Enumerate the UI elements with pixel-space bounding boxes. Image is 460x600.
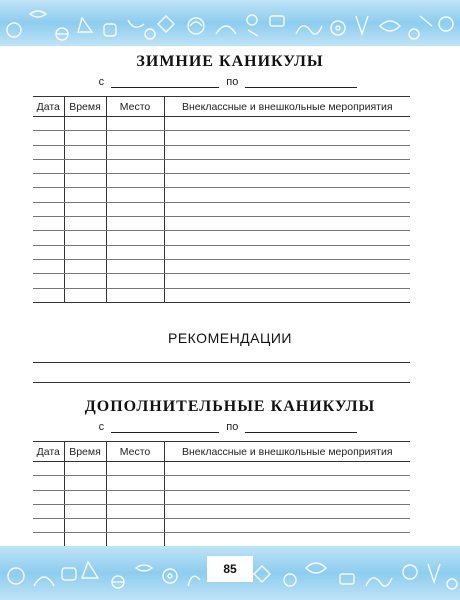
- cell-date[interactable]: [33, 245, 64, 259]
- cell-activity[interactable]: [164, 145, 410, 159]
- cell-place[interactable]: [106, 245, 164, 259]
- cell-date[interactable]: [33, 202, 64, 216]
- cell-activity[interactable]: [164, 519, 410, 533]
- cell-place[interactable]: [106, 462, 164, 476]
- cell-time[interactable]: [64, 188, 106, 202]
- cell-activity[interactable]: [164, 476, 410, 490]
- winter-from-field[interactable]: [111, 77, 219, 88]
- cell-activity[interactable]: [164, 288, 410, 302]
- cell-date[interactable]: [33, 519, 64, 533]
- extra-from-label: с: [98, 421, 105, 433]
- cell-time[interactable]: [64, 288, 106, 302]
- cell-place[interactable]: [106, 217, 164, 231]
- cell-time[interactable]: [64, 462, 106, 476]
- cell-activity[interactable]: [164, 259, 410, 273]
- cell-activity[interactable]: [164, 274, 410, 288]
- cell-time[interactable]: [64, 131, 106, 145]
- cell-date[interactable]: [33, 259, 64, 273]
- table-row: [33, 231, 410, 245]
- table-row: [33, 117, 410, 131]
- page-number: 85: [207, 556, 253, 582]
- cell-time[interactable]: [64, 217, 106, 231]
- cell-place[interactable]: [106, 117, 164, 131]
- winter-date-range: [0, 76, 460, 88]
- cell-date[interactable]: [33, 174, 64, 188]
- cell-time[interactable]: [64, 274, 106, 288]
- table-header-row: [33, 442, 410, 462]
- winter-to-label: по: [226, 76, 239, 88]
- column-header-activities: Внеклассные и внешкольные мероприятия: [164, 97, 410, 117]
- cell-time[interactable]: [64, 202, 106, 216]
- cell-date[interactable]: [33, 462, 64, 476]
- cell-date[interactable]: [33, 188, 64, 202]
- cell-time[interactable]: [64, 504, 106, 518]
- table-row: [33, 504, 410, 518]
- table-row: [33, 245, 410, 259]
- cell-place[interactable]: [106, 202, 164, 216]
- extra-to-field[interactable]: [245, 422, 357, 433]
- extra-holidays-title: ДОПОЛНИТЕЛЬНЫЕ КАНИКУЛЫ: [84, 398, 376, 415]
- column-header-place: Место: [106, 97, 164, 117]
- cell-time[interactable]: [64, 245, 106, 259]
- recommendations-line[interactable]: [33, 362, 410, 363]
- cell-place[interactable]: [106, 159, 164, 173]
- column-header-time: Время: [64, 97, 106, 117]
- cell-time[interactable]: [64, 174, 106, 188]
- winter-from-label: с: [98, 76, 105, 88]
- extra-date-range: [0, 421, 460, 433]
- cell-time[interactable]: [64, 259, 106, 273]
- cell-date[interactable]: [33, 274, 64, 288]
- cell-place[interactable]: [106, 231, 164, 245]
- table-row: [33, 462, 410, 476]
- cell-date[interactable]: [33, 159, 64, 173]
- cell-activity[interactable]: [164, 188, 410, 202]
- cell-date[interactable]: [33, 490, 64, 504]
- table-row: [33, 188, 410, 202]
- cell-activity[interactable]: [164, 504, 410, 518]
- table-row: [33, 202, 410, 216]
- cell-date[interactable]: [33, 217, 64, 231]
- table-row: [33, 519, 410, 533]
- winter-to-field[interactable]: [245, 77, 357, 88]
- winter-activities-table: [33, 96, 410, 303]
- table-row: [33, 174, 410, 188]
- column-header-activities: Внеклассные и внешкольные мероприятия: [164, 442, 410, 462]
- cell-activity[interactable]: [164, 462, 410, 476]
- top-decor-band: [0, 0, 460, 46]
- extra-from-field[interactable]: [111, 422, 219, 433]
- cell-time[interactable]: [64, 117, 106, 131]
- cell-place[interactable]: [106, 504, 164, 518]
- cell-place[interactable]: [106, 188, 164, 202]
- cell-place[interactable]: [106, 174, 164, 188]
- cell-date[interactable]: [33, 231, 64, 245]
- cell-place[interactable]: [106, 476, 164, 490]
- extra-to-label: по: [226, 421, 239, 433]
- cell-place[interactable]: [106, 259, 164, 273]
- winter-table-body: [33, 117, 410, 303]
- cell-place[interactable]: [106, 274, 164, 288]
- cell-date[interactable]: [33, 288, 64, 302]
- cell-date[interactable]: [33, 117, 64, 131]
- cell-date[interactable]: [33, 131, 64, 145]
- table-row: [33, 288, 410, 302]
- table-row: [33, 145, 410, 159]
- cell-time[interactable]: [64, 231, 106, 245]
- extra-table-body: [33, 462, 410, 548]
- cell-time[interactable]: [64, 490, 106, 504]
- table-row: [33, 159, 410, 173]
- table-row: [33, 476, 410, 490]
- cell-activity[interactable]: [164, 174, 410, 188]
- cell-date[interactable]: [33, 476, 64, 490]
- cell-activity[interactable]: [164, 131, 410, 145]
- cell-activity[interactable]: [164, 490, 410, 504]
- cell-time[interactable]: [64, 476, 106, 490]
- cell-place[interactable]: [106, 288, 164, 302]
- table-row: [33, 274, 410, 288]
- column-header-place: Место: [106, 442, 164, 462]
- cell-activity[interactable]: [164, 202, 410, 216]
- doodle-pattern-top: [0, 0, 460, 46]
- cell-date[interactable]: [33, 504, 64, 518]
- cell-activity[interactable]: [164, 231, 410, 245]
- cell-place[interactable]: [106, 490, 164, 504]
- cell-place[interactable]: [106, 145, 164, 159]
- table-header-row: [33, 97, 410, 117]
- cell-time[interactable]: [64, 519, 106, 533]
- cell-activity[interactable]: [164, 159, 410, 173]
- table-row: [33, 259, 410, 273]
- recommendations-line[interactable]: [33, 382, 410, 383]
- column-header-date: Дата: [33, 97, 64, 117]
- cell-activity[interactable]: [164, 117, 410, 131]
- cell-place[interactable]: [106, 131, 164, 145]
- cell-date[interactable]: [33, 145, 64, 159]
- cell-time[interactable]: [64, 145, 106, 159]
- winter-holidays-title: ЗИМНИЕ КАНИКУЛЫ: [136, 53, 324, 70]
- cell-time[interactable]: [64, 159, 106, 173]
- cell-place[interactable]: [106, 519, 164, 533]
- recommendations-title: РЕКОМЕНДАЦИИ: [168, 330, 292, 346]
- table-row: [33, 131, 410, 145]
- cell-activity[interactable]: [164, 245, 410, 259]
- column-header-date: Дата: [33, 442, 64, 462]
- table-row: [33, 217, 410, 231]
- table-row: [33, 490, 410, 504]
- extra-activities-table: [33, 441, 410, 548]
- cell-activity[interactable]: [164, 217, 410, 231]
- column-header-time: Время: [64, 442, 106, 462]
